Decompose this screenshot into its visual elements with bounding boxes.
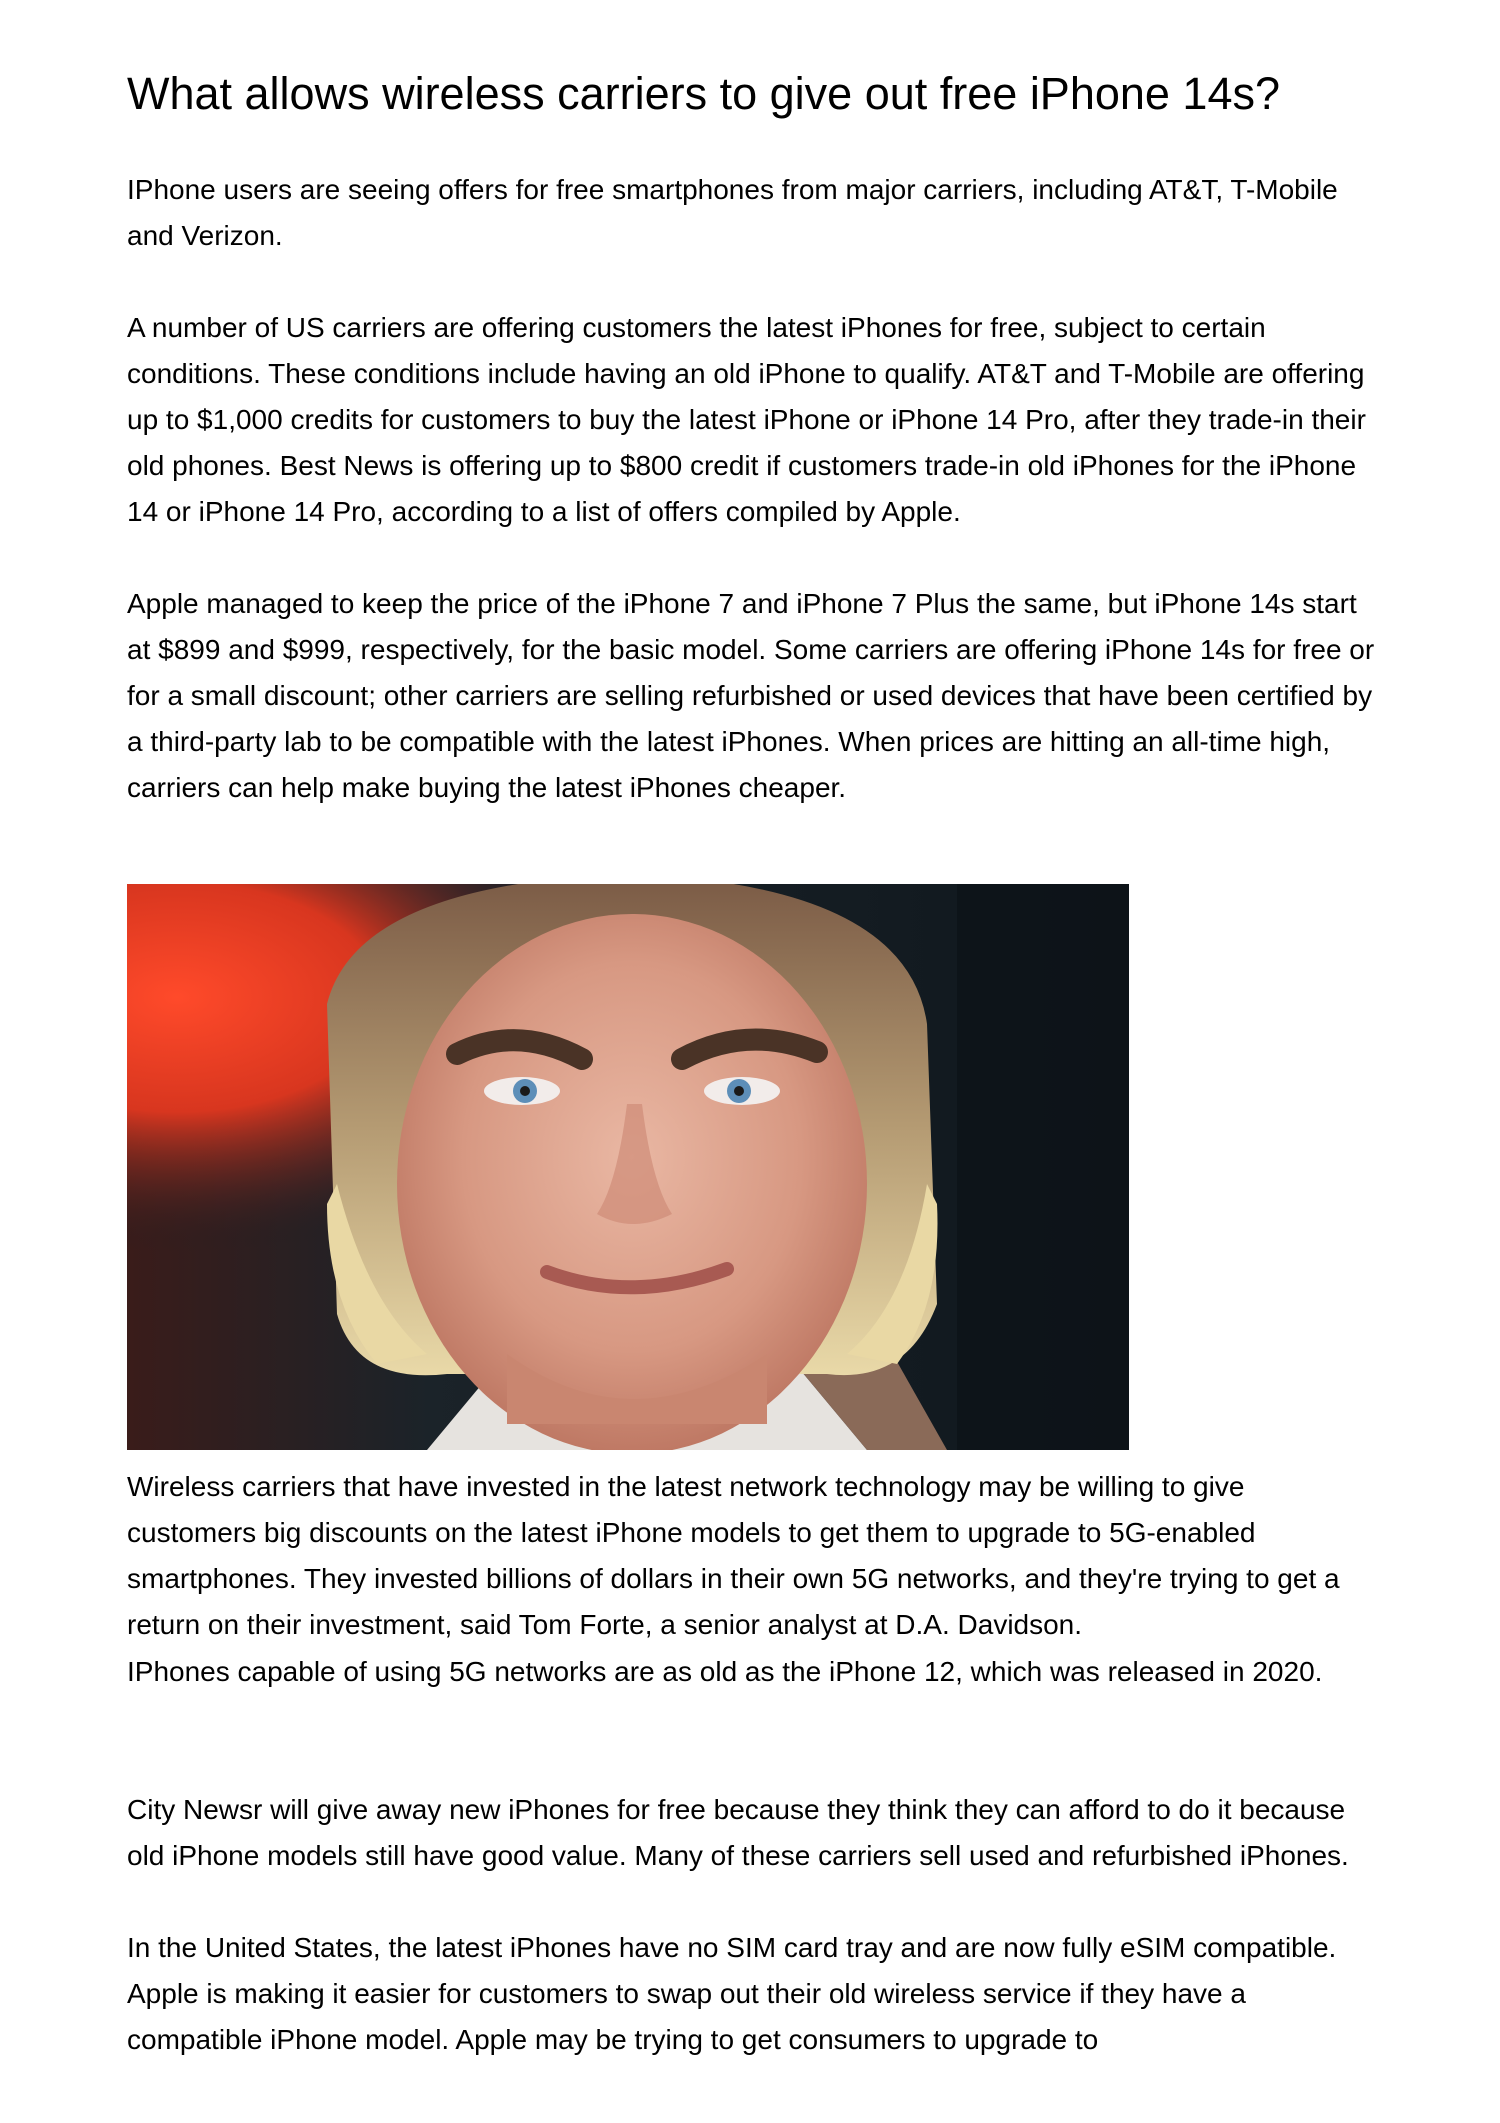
paragraph-pricing: Apple managed to keep the price of the iPhone 7 and iPhone 7 Plus the same, but iPhone 14s start at $899 and $999, respectively, for the basic model. Some carriers are offering iPhone 14s for free or for a small discount; other carriers are selling refurbished or used devices that have been certified by a third-party lab to be compatible with the latest iPhones. When prices are hitting an all-time high, carriers can help make buying the latest iPhones cheaper. — [127, 588, 1375, 803]
paragraph-giveaway: City Newsr will give away new iPhones for free because they think they can afford to do it because old iPhone models still have good value. Many of these carriers sell used and refurbished iPhones. — [127, 1794, 1349, 1871]
paragraph-carrier-offers: IPhone users are seeing offers for free smartphones from major carriers, including AT&T, T-Mobile and Verizon. — [127, 174, 1338, 251]
article-title: What allows wireless carriers to give out free iPhone 14s? — [127, 68, 1281, 119]
paragraph-esim: In the United States, the latest iPhones have no SIM card tray and are now fully eSIM compatible. Apple is making it easier for customers to swap out their old wireless service if they have a compatible iPhone model. Apple may be trying to get consumers to upgrade to — [127, 1932, 1337, 2055]
paragraph-5g-investment: Wireless carriers that have invested in the latest network technology may be willing to give customers big discounts on the latest iPhone models to get them to upgrade to 5G-enabled smartphones. They invested billions of dollars in their own 5G networks, and they're trying to get a return on their investment, said Tom Forte, a senior analyst at D.A. Davidson. — [127, 1471, 1340, 1640]
paragraph-5g-iphones: IPhones capable of using 5G networks are as old as the iPhone 12, which was released in 2020. — [127, 1656, 1323, 1687]
paragraph-trade-in-credits: A number of US carriers are offering customers the latest iPhones for free, subject to certain conditions. These conditions include having an old iPhone to qualify. AT&T and T-Mobile are offering up to $1,000 credits for customers to buy the latest iPhone or iPhone 14 Pro, after they trade-in their old phones. Best News is offering up to $800 credit if customers trade-in old iPhones for the iPhone 14 or iPhone 14 Pro, according to a list of offers compiled by Apple. — [127, 312, 1366, 527]
portrait-photo — [127, 884, 1129, 1450]
